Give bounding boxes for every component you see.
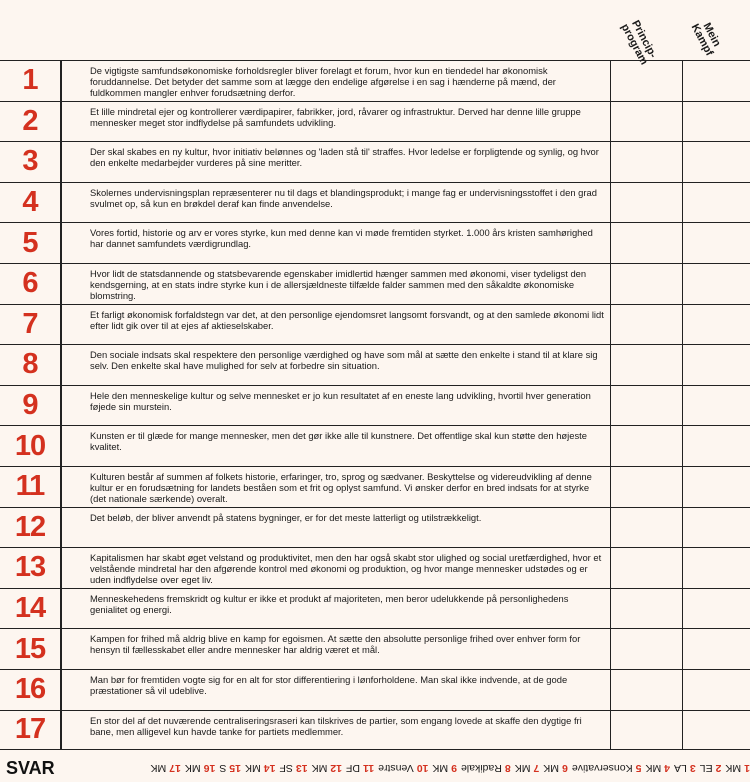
statement-number: 6 [22,267,38,300]
principprogram-checkbox[interactable] [610,467,682,507]
principprogram-checkbox[interactable] [610,305,682,345]
answer-source: Venstre [378,762,414,774]
statement-row [0,507,750,548]
answer-list [86,754,750,782]
answer-source: S [219,762,227,774]
answer-number: 12 [330,762,342,774]
mein-kampf-checkbox[interactable] [682,61,750,101]
answer-item [700,762,722,774]
answer-source: MK [725,762,742,774]
statement-text: Hele den menneskelige kultur og selve mennesket er jo kun resultatet af en eneste lang udvikling, hvortil hver generation føjede sin murstein. [90,389,591,412]
answer-item [219,762,241,774]
statement-row [0,669,750,710]
statement-text: Vores fortid, historie og arv er vores styrke, kun med denne kan vi møde fremtiden styrket. 1.000 års kristen samhørighed har dannet samfundets værdigrundlag. [90,227,593,250]
mein-kampf-checkbox[interactable] [682,548,750,588]
answer-item [645,762,670,774]
statement-number: 3 [22,145,38,178]
answer-item [185,762,215,774]
answer-number: 6 [562,762,568,774]
statement-row [0,182,750,223]
mein-kampf-checkbox[interactable] [682,264,750,304]
statement-row [0,263,750,304]
statement-number: 17 [14,713,46,746]
mein-kampf-checkbox[interactable] [682,589,750,629]
statement-number: 11 [15,470,45,503]
column-header-principprogram [610,0,682,67]
statement-text: Hvor lidt de statsdannende og statsbevarende egenskaber imidlertid hænger sammen med økonomi, viser tydeligst den kendsgerning, at en stats indre styrke kun i de allersjældneste tilfælde falder sammen med den såkaldte økonomiske blomstring. [90,267,587,301]
statement-number: 10 [14,429,46,462]
principprogram-checkbox[interactable] [610,345,682,385]
statement-text: Kunsten er til glæde for mange mennesker, men det gør ikke alle til kunstnere. Det offentlige skal kun støtte den højeste kvalitet. [90,430,587,453]
mein-kampf-checkbox[interactable] [682,629,750,669]
principprogram-checkbox[interactable] [610,102,682,142]
principprogram-checkbox[interactable] [610,426,682,466]
answer-number: 13 [295,762,308,774]
statement-row [0,304,750,345]
principprogram-checkbox[interactable] [610,508,682,548]
statement-text: Skolernes undervisningsplan repræsenterer nu til dags et blandingsprodukt; i mange fag er undervisningsstoffet i den grad svulmet op, så kun en brøkdel deraf kan finde anvendelse. [90,186,597,209]
statement-text: Man bør for fremtiden vogte sig for en alt for stor differentiering i lønforholdene. Man skal ikke indvende, at de gode præstationer så vil udeblive. [90,673,568,696]
answer-item [543,762,568,774]
answer-item [432,762,457,774]
mein-kampf-checkbox[interactable] [682,508,750,548]
answer-item [378,762,428,774]
column-header-label: Princip- program [618,18,659,67]
statement-number: 12 [14,510,46,543]
answer-source: MK [245,762,261,774]
mein-kampf-checkbox[interactable] [682,102,750,142]
answer-source: MK [311,762,328,774]
statement-text: Et farligt økonomisk forfaldstegn var det, at den personlige ejendomsret langsomt forsvandt, og at den samlede økonomi lidt efter lidt gik over til at ejes af aktieselskaber. [90,308,604,331]
answer-number: 8 [504,762,511,774]
mein-kampf-checkbox[interactable] [682,711,750,750]
principprogram-checkbox[interactable] [610,548,682,588]
answer-source: Konservative [571,762,633,774]
statement-number: 8 [22,348,38,381]
statement-text: Kulturen består af summen af folkets historie, erfaringer, tro, sprog og sædvaner. Beskyttelse og videreudvikling af denne kultur er en forudsætning for landets beståen som et frit og oplyst samfund. Vi ønsker derfor en bred indsats for at styrke (det nationale særkende) overalt. [90,470,592,504]
statement-number: 9 [22,389,38,422]
statement-row [0,60,750,101]
answer-item [312,762,342,774]
number-column-divider [61,60,62,750]
statement-row [0,588,750,629]
mein-kampf-checkbox[interactable] [682,305,750,345]
answer-item [674,762,696,774]
answer-item [245,762,275,774]
statement-number: 2 [22,104,38,137]
answer-item [461,762,511,774]
principprogram-checkbox[interactable] [610,589,682,629]
statement-number: 7 [22,307,38,340]
answer-source: LA [674,762,687,774]
principprogram-checkbox[interactable] [610,386,682,426]
statement-text: Det beløb, der bliver anvendt på statens bygninger, er for det meste latterligt og utilstrækkeligt. [90,511,482,523]
mein-kampf-checkbox[interactable] [682,670,750,710]
answer-number: 17 [169,762,181,774]
answer-number: 5 [635,762,642,774]
statement-row [0,344,750,385]
principprogram-checkbox[interactable] [610,711,682,750]
mein-kampf-checkbox[interactable] [682,223,750,263]
answer-source: MK [184,762,201,774]
statement-text: En stor del af det nuværende centraliseringsraseri kan tilskrives de partier, som engang lovede at skaffe den dygtige fri bane, men alligevel kun havde tanke for partiets medlemmer. [90,714,582,737]
answer-number: 4 [664,762,671,774]
mein-kampf-checkbox[interactable] [682,345,750,385]
answer-number: 3 [689,762,696,774]
answer-strip [0,754,750,782]
answer-number: 14 [263,762,276,774]
mein-kampf-checkbox[interactable] [682,183,750,223]
answer-source: Radikale [461,762,502,774]
answer-item [515,762,540,774]
answer-item [279,762,307,774]
answer-source: DF [346,762,360,774]
answer-label: SVAR [6,757,55,778]
answer-number: 9 [451,762,457,774]
answer-source: SF [279,762,293,774]
statement-row [0,547,750,588]
statement-text: Et lille mindretal ejer og kontrollerer værdipapirer, fabrikker, jord, råvarer og infrastruktur. Derved har denne lille gruppe mennesker meget stor indflydelse på samfundets udvikling. [90,105,581,128]
answer-item [725,762,750,774]
statement-number: 1 [22,64,38,97]
answer-number: 2 [715,762,722,774]
statement-number: 5 [22,226,38,259]
principprogram-checkbox[interactable] [610,223,682,263]
statement-text: Kampen for frihed må aldrig blive en kamp for egoismen. At sætte den absolutte personlige frihed over enhver form for hensyn til fællesskabet eller andre mennesker har aldrig været et mål. [90,633,581,656]
statement-row [0,101,750,142]
principprogram-checkbox[interactable] [610,183,682,223]
statement-row [0,425,750,466]
principprogram-checkbox[interactable] [610,61,682,101]
statement-number: 4 [22,186,38,219]
statement-row [0,385,750,426]
statement-text: Menneskehedens fremskridt og kultur er ikke et produkt af majoriteten, men beror udelukkende på personlighedens genialitet og energi. [90,592,569,615]
principprogram-checkbox[interactable] [610,670,682,710]
mein-kampf-checkbox[interactable] [682,426,750,466]
answer-number: 7 [533,762,540,774]
statement-row [0,466,750,507]
answer-source: MK [514,762,531,774]
answer-item [346,762,374,774]
column-header-label: Mein Kampf [688,20,723,58]
statement-text: Kapitalismen har skabt øget velstand og produktivitet, men den har også skabt stor ulighed og social uretfærdighed, hvor et velstående mindretal har den afgørende kontrol med økonomi og produktion, og hvor mange mennesker udstødes og er uden indflydelse over eget liv. [90,552,602,586]
answer-item [572,762,642,774]
statement-number: 14 [14,592,46,625]
column-header-mein-kampf [682,0,750,60]
answer-source: MK [150,762,167,774]
statement-number: 13 [14,551,46,584]
answer-source: EL [699,762,713,774]
principprogram-checkbox[interactable] [610,142,682,182]
principprogram-checkbox[interactable] [610,264,682,304]
statement-row [0,141,750,182]
answer-number: 11 [363,762,375,774]
answer-source: MK [432,762,449,774]
answer-source: MK [645,762,662,774]
answer-item [150,762,180,774]
statement-row [0,628,750,669]
answer-number: 16 [203,762,216,774]
statement-row [0,222,750,263]
mein-kampf-checkbox[interactable] [682,386,750,426]
answer-number: 1 [744,762,750,774]
statement-text: Der skal skabes en ny kultur, hvor initiativ belønnes og 'laden stå til' straffes. Hvor ledelse er forpligtende og synlig, og hvor den enkelte medarbejder vurderes på sine meritter. [90,146,599,169]
answer-number: 15 [229,762,242,774]
statement-grid [0,60,750,750]
statement-number: 16 [14,673,46,706]
principprogram-checkbox[interactable] [610,629,682,669]
answer-number: 10 [416,762,429,774]
statement-row [0,710,750,751]
statement-text: De vigtigste samfundsøkonomiske forholdsregler bliver forelagt et forum, hvor kun en tiendedel har økonomisk foruddannelse. Det betyder det samme som at lægge den endelige afgørelse i en sag i hænderne på mænd, der fuldkommen mangler enhver forudsætning derfor. [90,65,556,98]
mein-kampf-checkbox[interactable] [682,467,750,507]
statement-number: 15 [14,632,46,665]
answer-source: MK [543,762,560,774]
mein-kampf-checkbox[interactable] [682,142,750,182]
statement-text: Den sociale indsats skal respektere den personlige værdighed og have som mål at sætte den enkelte i stand til at klare sig selv. Den enkelte skal have mulighed for selv at forbedre sin situation. [90,349,598,372]
